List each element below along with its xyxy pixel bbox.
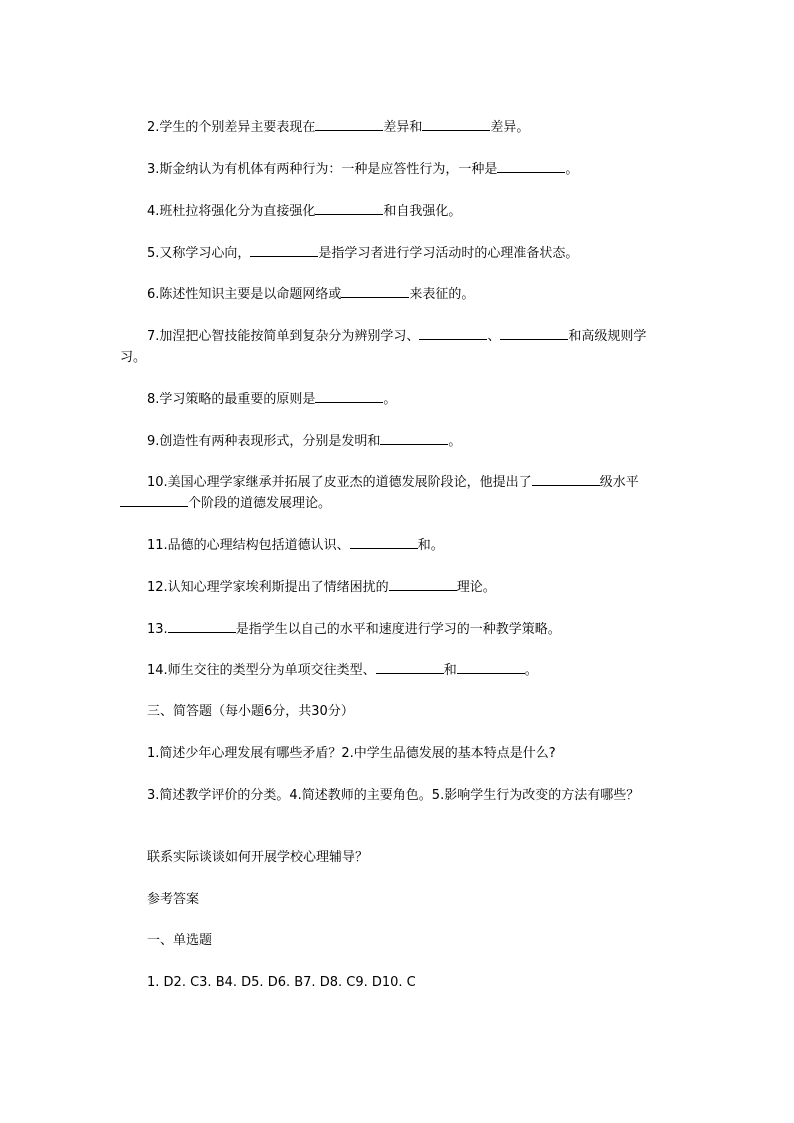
paragraph-text: 。 — [448, 434, 462, 449]
paragraph-text: 1.简述少年心理发展有哪些矛盾？2.中学生品德发展的基本特点是什么? — [147, 746, 556, 761]
paragraph-text: 联系实际谈谈如何开展学校心理辅导？ — [147, 850, 369, 865]
paragraph-q2 — [120, 117, 665, 138]
paragraph-text: 是指学习者进行学习活动时的心理准备状态。 — [318, 246, 579, 261]
paragraph-text: 理论。 — [456, 580, 496, 595]
paragraph-text: 11.品德的心理结构包括道德认识、 — [147, 538, 350, 553]
paragraph-section-heading-short-answer — [120, 701, 665, 722]
paragraph-text: 9.创造性有两种表现形式，分别是发明和 — [147, 434, 381, 449]
paragraph-short-answer-3-5 — [120, 785, 665, 806]
fill-in-blank — [457, 660, 525, 674]
fill-in-blank — [168, 619, 236, 633]
paragraph-q9 — [120, 431, 665, 452]
paragraph-text: 3.简述教学评价的分类。4.简述教师的主要角色。5.影响学生行为改变的方法有哪些？ — [147, 788, 640, 803]
paragraph-text: 差异和 — [383, 120, 423, 135]
fill-in-blank — [350, 535, 418, 549]
fill-in-blank — [376, 660, 444, 674]
fill-in-blank — [419, 326, 487, 340]
paragraph-text: 2.学生的个别差异主要表现在 — [147, 120, 316, 135]
paragraph-essay-question — [120, 847, 665, 868]
paragraph-text: 是指学生以自己的水平和速度进行学习的一种教学策略。 — [235, 622, 561, 637]
paragraph-text: 和。 — [417, 538, 444, 553]
paragraph-text: 。 — [565, 162, 579, 177]
paragraph-text: 和 — [443, 663, 457, 678]
paragraph-q7 — [120, 326, 665, 368]
paragraph-text: 。 — [383, 392, 397, 407]
paragraph-text: 参考答案 — [147, 892, 200, 907]
paragraph-q6 — [120, 284, 665, 305]
fill-in-blank — [500, 326, 568, 340]
paragraph-q3 — [120, 159, 665, 180]
paragraph-text: 一、单选题 — [147, 933, 213, 948]
paragraph-text: 。 — [524, 663, 538, 678]
paragraph-q11 — [120, 535, 665, 556]
paragraph-text: 差异。 — [490, 120, 530, 135]
paragraph-text: 7.加涅把心智技能按简单到复杂分为辨别学习、 — [147, 329, 420, 344]
paragraph-text: 和高级规则学习。 — [120, 329, 647, 365]
paragraph-text: 14.师生交往的类型分为单项交往类型、 — [147, 663, 376, 678]
paragraph-text: 10.美国心理学家继承并拓展了皮亚杰的道德发展阶段论，他提出了 — [147, 475, 532, 490]
paragraph-text: 8.学习策略的最重要的原则是 — [147, 392, 316, 407]
fill-in-blank — [380, 431, 448, 445]
paragraph-answer-section-single-choice — [120, 930, 665, 951]
paragraph-text: 6.陈述性知识主要是以命题网络或 — [147, 287, 342, 302]
fill-in-blank — [497, 159, 565, 173]
paragraph-short-answer-1-2 — [120, 743, 665, 764]
paragraph-text: 12.认知心理学家埃利斯提出了情绪困扰的 — [147, 580, 389, 595]
paragraph-text: 5.又称学习心向， — [147, 246, 251, 261]
paragraph-text: 来表征的。 — [409, 287, 475, 302]
paragraph-q4 — [120, 201, 665, 222]
fill-in-blank — [532, 472, 600, 486]
fill-in-blank — [422, 117, 490, 131]
paragraph-text: 、 — [487, 329, 501, 344]
paragraph-q10 — [120, 472, 665, 514]
paragraph-q8 — [120, 389, 665, 410]
paragraph-text: 和自我强化。 — [383, 204, 462, 219]
fill-in-blank — [389, 577, 457, 591]
fill-in-blank — [341, 284, 409, 298]
fill-in-blank — [120, 493, 188, 507]
paragraph-text: 三、简答题（每小题6分，共30分） — [147, 704, 354, 719]
fill-in-blank — [315, 201, 383, 215]
paragraph-q14 — [120, 660, 665, 681]
paragraph-single-choice-answers — [120, 972, 665, 993]
paragraph-q5 — [120, 243, 665, 264]
paragraph-answer-key-heading — [120, 889, 665, 910]
paragraph-text: 4.班杜拉将强化分为直接强化 — [147, 204, 316, 219]
paragraph-q13 — [120, 619, 665, 640]
paragraph-q12 — [120, 577, 665, 598]
paragraph-text: 1. D2. C3. B4. D5. D6. B7. D8. C9. D10. C — [147, 975, 416, 990]
paragraph-text: 级水平 — [599, 475, 639, 490]
fill-in-blank — [250, 243, 318, 257]
fill-in-blank — [315, 117, 383, 131]
paragraph-text: 13. — [147, 622, 168, 637]
paragraph-text: 3.斯金纳认为有机体有两种行为：一种是应答性行为，一种是 — [147, 162, 498, 177]
paragraph-text: 个阶段的道德发展理论。 — [188, 496, 332, 511]
fill-in-blank — [315, 389, 383, 403]
